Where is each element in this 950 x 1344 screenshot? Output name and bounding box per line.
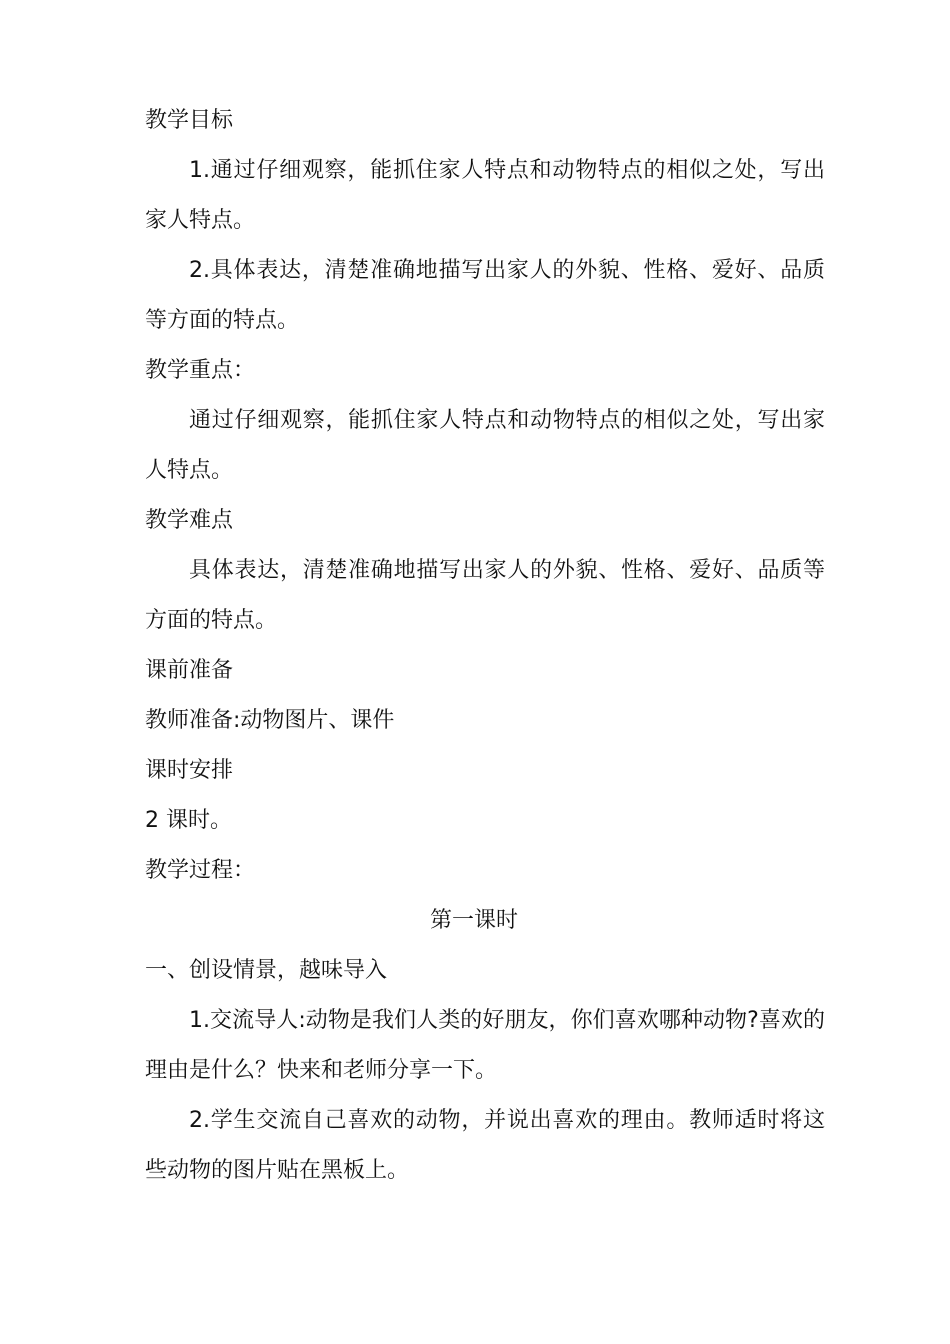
heading-schedule: 课时安排 xyxy=(145,758,234,783)
heading-preparation: 课前准备 xyxy=(145,658,234,683)
goal-item-2: 2.具体表达，清楚准确地描写出家人的外貌、性格、爱好、品质等方面的特点。 xyxy=(145,258,825,333)
teacher-preparation: 教师准备:动物图片、课件 xyxy=(145,708,395,733)
goal-item-1: 1.通过仔细观察，能抓住家人特点和动物特点的相似之处，写出家人特点。 xyxy=(145,158,825,233)
schedule-text: 2 课时。 xyxy=(145,808,232,833)
section-heading-1: 一、创设情景，越味导入 xyxy=(145,958,388,983)
step-item-1: 1.交流导人:动物是我们人类的好朋友，你们喜欢哪种动物?喜欢的理由是什么？快来和老师分享一下。 xyxy=(145,1008,825,1083)
heading-teaching-goals: 教学目标 xyxy=(145,108,234,133)
difficulty-text: 具体表达，清楚准确地描写出家人的外貌、性格、爱好、品质等方面的特点。 xyxy=(145,558,825,633)
document-body xyxy=(145,96,825,1196)
heading-key-points: 教学重点： xyxy=(145,358,256,383)
key-point-text: 通过仔细观察，能抓住家人特点和动物特点的相似之处，写出家人特点。 xyxy=(145,408,825,483)
step-item-2: 2.学生交流自己喜欢的动物，并说出喜欢的理由。教师适时将这些动物的图片贴在黑板上。 xyxy=(145,1108,825,1183)
lesson-title: 第一课时 xyxy=(429,908,518,933)
heading-process: 教学过程： xyxy=(145,858,256,883)
heading-difficulties: 教学难点 xyxy=(145,508,234,533)
